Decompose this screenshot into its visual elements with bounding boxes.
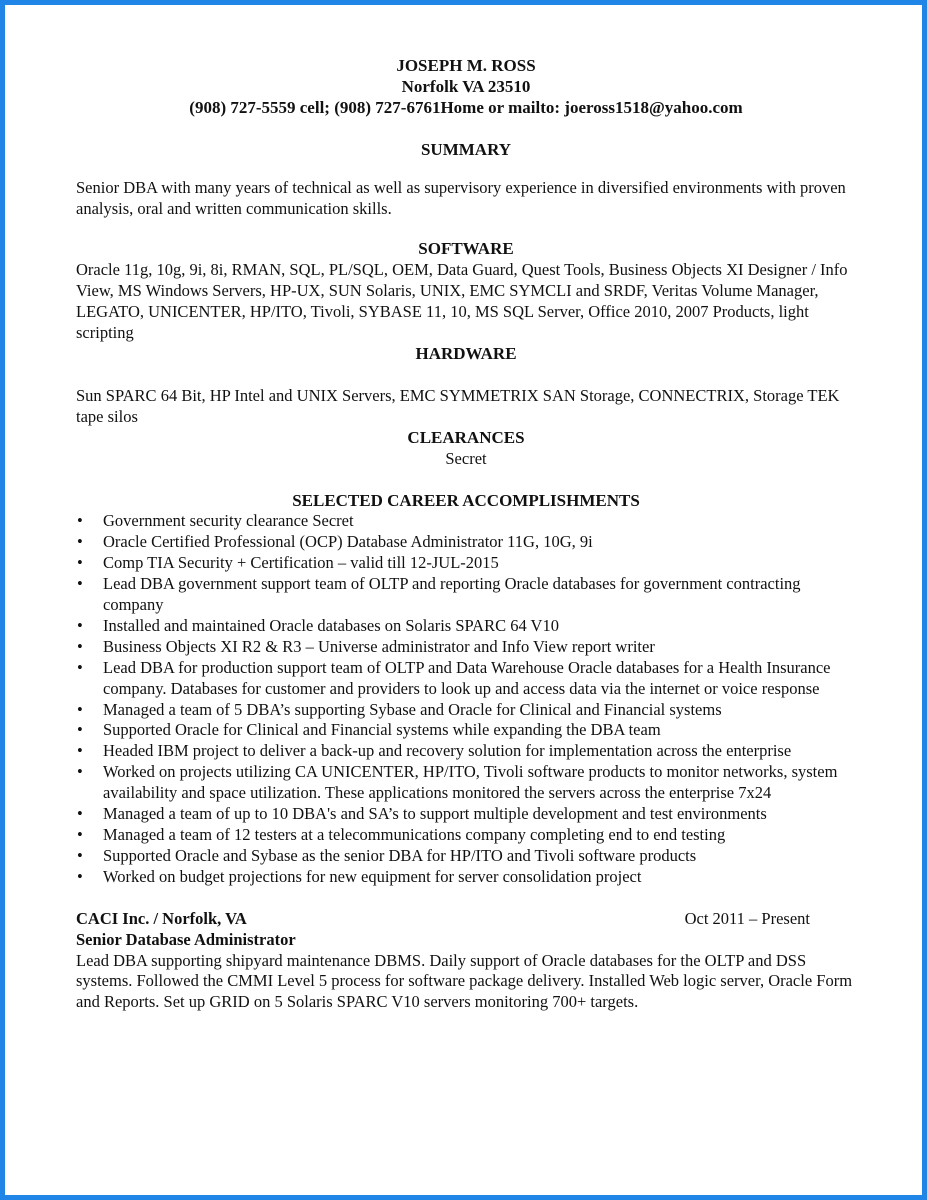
summary-heading: SUMMARY xyxy=(420,139,512,159)
bullet-icon: • xyxy=(77,741,83,761)
job-dates: Oct 2011 – Present xyxy=(684,908,810,928)
bullet-icon: • xyxy=(77,636,83,656)
list-item-text: Worked on projects utilizing CA UNICENTER, HP/ITO, Tivoli software products to monitor networks, system availability and space utilization. These applications monitored the servers across the enterprise 7x24 xyxy=(103,762,838,803)
list-item xyxy=(76,846,856,867)
list-item-text: Installed and maintained Oracle databases on Solaris SPARC 64 V10 xyxy=(103,615,559,635)
list-item xyxy=(76,532,856,553)
list-item-text: Managed a team of 12 testers at a telecommunications company completing end to end testing xyxy=(103,825,726,844)
list-item xyxy=(76,741,856,762)
list-item-text: Headed IBM project to deliver a back-up and recovery solution for implementation across the enterprise xyxy=(103,741,792,761)
list-item xyxy=(76,658,856,700)
resume-header xyxy=(76,56,856,119)
list-item-text: Managed a team of 5 DBA’s supporting Sybase and Oracle for Clinical and Financial systems xyxy=(103,699,722,719)
list-item-text: Oracle Certified Professional (OCP) Database Administrator 11G, 10G, 9i xyxy=(103,532,593,552)
bullet-icon: • xyxy=(77,553,83,573)
candidate-location: Norfolk VA 23510 xyxy=(401,76,531,96)
bullet-icon: • xyxy=(77,804,83,824)
list-item xyxy=(76,700,856,721)
clearances-heading: CLEARANCES xyxy=(407,427,525,447)
list-item-text: Government security clearance Secret xyxy=(103,511,354,531)
bullet-icon: • xyxy=(77,657,83,677)
hardware-heading: HARDWARE xyxy=(415,343,517,363)
list-item xyxy=(76,804,856,825)
list-item xyxy=(76,720,856,741)
list-item xyxy=(76,616,856,637)
list-item-text: Comp TIA Security + Certification – valid till 12-JUL-2015 xyxy=(103,553,499,573)
clearances-text: Secret xyxy=(445,448,487,468)
job-company: CACI Inc. / Norfolk, VA xyxy=(76,908,247,928)
hardware-text: Sun SPARC 64 Bit, HP Intel and UNIX Servers, EMC SYMMETRIX SAN Storage, CONNECTRIX, Storage TEK tape silos xyxy=(76,385,840,426)
list-item xyxy=(76,867,856,888)
list-item xyxy=(76,637,856,658)
list-item xyxy=(76,511,856,532)
summary-text: Senior DBA with many years of technical as well as supervisory experience in diversified environments with proven analysis, oral and written communication skills. xyxy=(76,177,846,218)
list-item xyxy=(76,574,856,616)
list-item xyxy=(76,825,856,846)
bullet-icon: • xyxy=(77,615,83,635)
job-header xyxy=(76,909,856,930)
candidate-contact: (908) 727-5559 cell; (908) 727-6761Home or mailto: joeross1518@yahoo.com xyxy=(189,97,743,117)
job-title: Senior Database Administrator xyxy=(76,929,296,949)
software-text: Oracle 11g, 10g, 9i, 8i, RMAN, SQL, PL/SQL, OEM, Data Guard, Quest Tools, Business Objects XI Designer / Info View, MS Windows Servers, HP-UX, SUN Solaris, UNIX, EMC SYMCLI and SRDF, Veritas Volume Manager, LEGATO, UNICENTER, HP/ITO, Tivoli, SYBASE 11, 10, MS SQL Server, Office 2010, 2007 Products, light scripting xyxy=(76,260,848,343)
list-item-text: Business Objects XI R2 & R3 – Universe administrator and Info View report writer xyxy=(103,636,655,656)
list-item-text: Supported Oracle and Sybase as the senior DBA for HP/ITO and Tivoli software products xyxy=(103,845,697,865)
accomplishments-list xyxy=(76,511,856,887)
bullet-icon: • xyxy=(77,532,83,552)
software-heading: SOFTWARE xyxy=(418,239,514,259)
job-description: Lead DBA supporting shipyard maintenance DBMS. Daily support of Oracle databases for the OLTP and DSS systems. Followed the CMMI Level 5 process for software package delivery. Installed Web logic server, Oracle Form and Reports. Set up GRID on 5 Solaris SPARC V10 servers monitoring 700+ targets. xyxy=(76,950,853,1012)
candidate-name: JOSEPH M. ROSS xyxy=(396,56,536,75)
list-item-text: Worked on budget projections for new equipment for server consolidation project xyxy=(103,866,642,886)
list-item-text: Supported Oracle for Clinical and Financial systems while expanding the DBA team xyxy=(103,720,661,740)
bullet-icon: • xyxy=(77,574,83,594)
list-item-text: Lead DBA government support team of OLTP and reporting Oracle databases for government contracting company xyxy=(103,574,801,615)
bullet-icon: • xyxy=(77,845,83,865)
bullet-icon: • xyxy=(77,825,83,844)
list-item-text: Managed a team of up to 10 DBA's and SA’s to support multiple development and test environments xyxy=(103,804,767,824)
resume-page xyxy=(76,56,856,1013)
bullet-icon: • xyxy=(77,511,83,531)
bullet-icon: • xyxy=(77,699,83,719)
bullet-icon: • xyxy=(77,762,83,782)
bullet-icon: • xyxy=(77,866,83,886)
accomplishments-heading: SELECTED CAREER ACCOMPLISHMENTS xyxy=(292,490,640,510)
list-item-text: Lead DBA for production support team of OLTP and Data Warehouse Oracle databases for a Health Insurance company. Databases for customer and providers to look up and access data via the internet or voice response xyxy=(103,657,831,698)
list-item xyxy=(76,762,856,804)
bullet-icon: • xyxy=(77,720,83,740)
list-item xyxy=(76,553,856,574)
